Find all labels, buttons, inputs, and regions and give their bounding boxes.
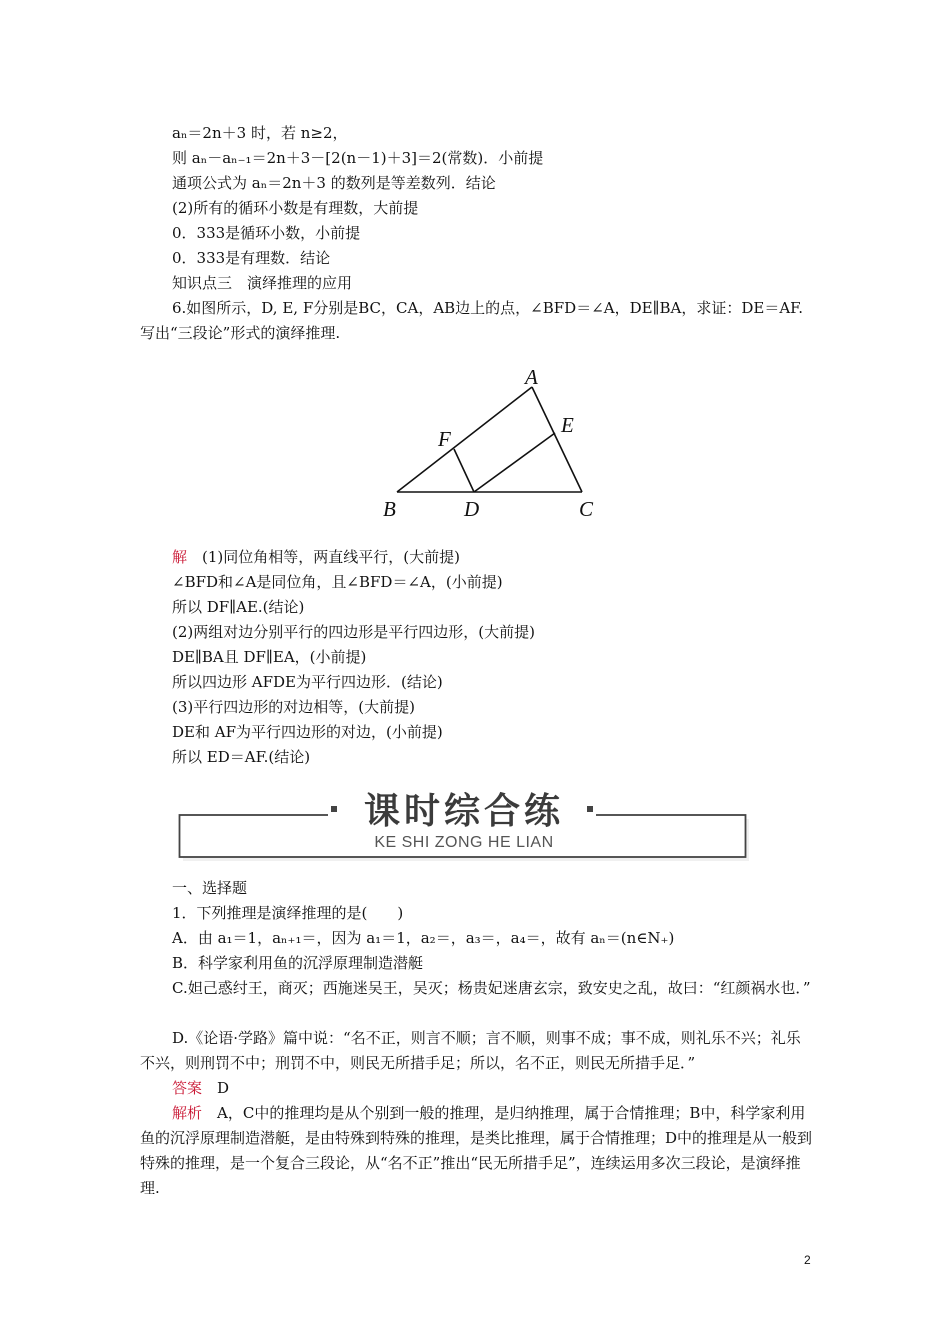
option-b: B．科学家利用鱼的沉浮原理制造潜艇 xyxy=(172,954,424,972)
section-heading: 一、选择题 xyxy=(172,879,248,897)
text-line: DE∥BA且 DF∥EA，(小前提) xyxy=(172,648,367,666)
answer-line xyxy=(172,1078,229,1098)
text-line: ∠BFD和∠A是同位角，且∠BFD＝∠A，(小前提) xyxy=(172,573,503,591)
question-6: 6.如图所示，D, E, F分别是BC，CA，AB边上的点，∠BFD＝∠A，DE∥BA，求证：DE＝AF.写出“三段论”形式的演绎推理. xyxy=(140,299,804,342)
segment-df xyxy=(454,449,474,492)
analysis-text: A，C中的推理均是从个别到一般的推理，是归纳推理，属于合情推理；B中，科学家利用鱼的沉浮原理制造潜艇，是由特殊到特殊的推理，是类比推理，属于合情推理；D中的推理是从一般到特殊的推理，是一个复合三段论，从“名不正”推出“民无所措手足”，连续运用多次三段论，是演绎推理. xyxy=(140,1104,813,1197)
segment-de xyxy=(474,433,555,492)
label-e: E xyxy=(561,413,574,437)
text-line: DE和 AF为平行四边形的对边，(小前提) xyxy=(172,723,443,741)
side-ac xyxy=(532,387,582,492)
text-line: (3)平行四边形的对边相等，(大前提) xyxy=(172,698,415,716)
label-f: F xyxy=(438,427,451,451)
solution-line-1 xyxy=(172,547,460,567)
text-line: aₙ＝2n＋3 时，若 n≥2， xyxy=(172,124,348,142)
solution-text: (1)同位角相等，两直线平行，(大前提) xyxy=(187,548,460,566)
option-a: A．由 a₁＝1，aₙ₊₁＝，因为 a₁＝1，a₂＝，a₃＝，a₄＝，故有 aₙ＝(n∈N₊) xyxy=(172,929,675,947)
banner-title: 课时综合练 xyxy=(363,791,564,832)
triangle-figure xyxy=(370,352,622,524)
answer-label: 答案 xyxy=(172,1079,203,1097)
question-1: 1．下列推理是演绎推理的是( ) xyxy=(172,904,404,922)
analysis-paragraph xyxy=(140,1101,815,1201)
answer-value: D xyxy=(202,1079,230,1097)
label-a: A xyxy=(525,365,538,389)
section-heading: 知识点三 演绎推理的应用 xyxy=(172,274,353,292)
label-d: D xyxy=(464,497,480,521)
text-line: 0．333是循环小数，小前提 xyxy=(172,224,361,242)
text-line: (2)所有的循环小数是有理数，大前提 xyxy=(172,199,419,217)
text-line: 所以 DF∥AE.(结论) xyxy=(172,598,305,616)
analysis-label: 解析 xyxy=(172,1104,203,1122)
page-number: 2 xyxy=(804,1253,811,1267)
text-line: 所以 ED＝AF.(结论) xyxy=(172,748,311,766)
text-line: 则 aₙ－aₙ₋₁＝2n＋3－[2(n－1)＋3]＝2(常数)．小前提 xyxy=(172,149,544,167)
option-d: D.《论语·学路》篇中说：“名不正，则言不顺；言不顺，则事不成；事不成，则礼乐不兴；礼乐不兴，则刑罚不中；刑罚不中，则民无所措手足；所以，名不正，则民无所措手足．” xyxy=(140,1029,801,1072)
solution-label: 解 xyxy=(172,548,188,566)
banner-subtitle: KE SHI ZONG HE LIAN xyxy=(374,834,554,851)
side-ab xyxy=(397,387,532,492)
text-line: 0．333是有理数．结论 xyxy=(172,249,331,267)
label-b: B xyxy=(383,497,396,521)
label-c: C xyxy=(579,497,594,521)
option-c: C.妲己惑纣王，商灭；西施迷吴王，吴灭；杨贵妃迷唐玄宗，致安史之乱，故曰：“红颜祸水也．” xyxy=(172,979,811,997)
text-line: (2)两组对边分别平行的四边形是平行四边形，(大前提) xyxy=(172,623,535,641)
text-line: 通项公式为 aₙ＝2n＋3 的数列是等差数列．结论 xyxy=(172,174,496,192)
section-banner xyxy=(178,783,750,863)
text-line: 所以四边形 AFDE为平行四边形．(结论) xyxy=(172,673,443,691)
